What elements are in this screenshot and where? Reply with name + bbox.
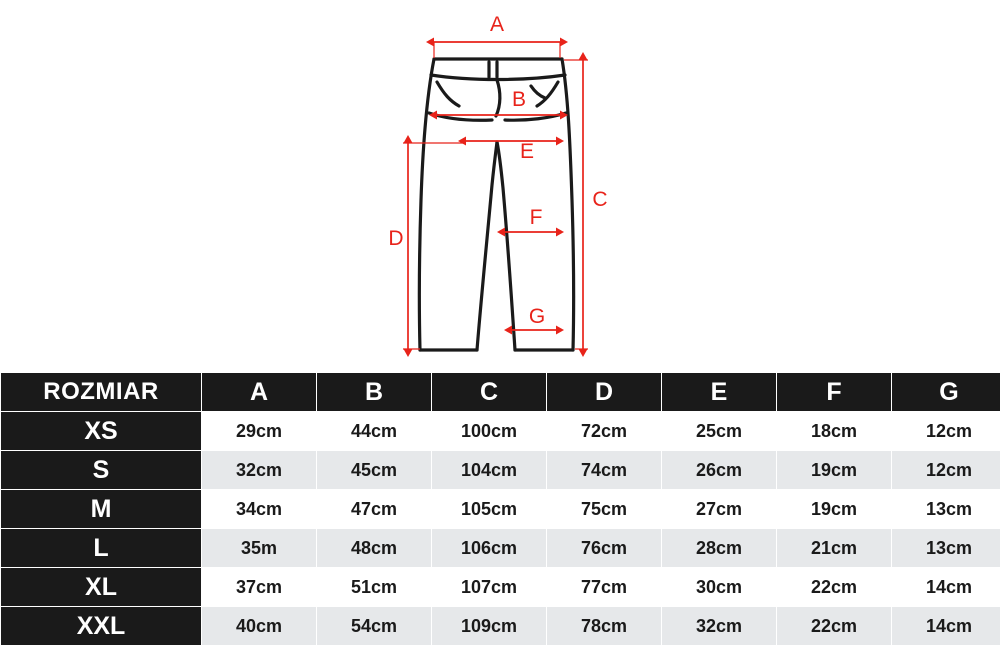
- table-header-g: G: [892, 373, 1000, 412]
- cell-e: 32cm: [662, 607, 777, 646]
- cell-f: 18cm: [777, 412, 892, 451]
- cell-d: 75cm: [547, 490, 662, 529]
- cell-f: 19cm: [777, 451, 892, 490]
- cell-a: 34cm: [202, 490, 317, 529]
- cell-d: 76cm: [547, 529, 662, 568]
- table-header-e: E: [662, 373, 777, 412]
- table-header-c: C: [432, 373, 547, 412]
- table-row: [1, 568, 1000, 607]
- cell-e: 30cm: [662, 568, 777, 607]
- cell-b: 44cm: [317, 412, 432, 451]
- dim-label-g: G: [528, 305, 546, 328]
- cell-g: 14cm: [892, 568, 1000, 607]
- table-row: [1, 451, 1000, 490]
- dim-label-f: F: [529, 206, 543, 229]
- cell-f: 21cm: [777, 529, 892, 568]
- cell-e: 25cm: [662, 412, 777, 451]
- cell-g: 13cm: [892, 490, 1000, 529]
- table-header-a: A: [202, 373, 317, 412]
- cell-d: 72cm: [547, 412, 662, 451]
- table-header-d: D: [547, 373, 662, 412]
- cell-g: 14cm: [892, 607, 1000, 646]
- cell-b: 47cm: [317, 490, 432, 529]
- dim-label-d: D: [388, 227, 404, 250]
- cell-a: 32cm: [202, 451, 317, 490]
- table-row: [1, 607, 1000, 646]
- row-size-label: L: [1, 529, 202, 568]
- cell-a: 35m: [202, 529, 317, 568]
- cell-e: 26cm: [662, 451, 777, 490]
- cell-f: 22cm: [777, 568, 892, 607]
- table-row: [1, 529, 1000, 568]
- cell-g: 12cm: [892, 412, 1000, 451]
- dim-label-b: B: [511, 88, 527, 111]
- cell-c: 106cm: [432, 529, 547, 568]
- cell-b: 54cm: [317, 607, 432, 646]
- cell-c: 107cm: [432, 568, 547, 607]
- cell-a: 29cm: [202, 412, 317, 451]
- dim-label-c: C: [592, 188, 608, 211]
- row-size-label: S: [1, 451, 202, 490]
- dim-label-e: E: [519, 140, 535, 163]
- trousers-outline: [419, 59, 573, 350]
- row-size-label: M: [1, 490, 202, 529]
- cell-a: 37cm: [202, 568, 317, 607]
- cell-e: 27cm: [662, 490, 777, 529]
- row-size-label: XS: [1, 412, 202, 451]
- cell-b: 51cm: [317, 568, 432, 607]
- cell-c: 105cm: [432, 490, 547, 529]
- cell-d: 77cm: [547, 568, 662, 607]
- table-header-b: B: [317, 373, 432, 412]
- cell-g: 12cm: [892, 451, 1000, 490]
- size-table: [0, 372, 1000, 646]
- cell-c: 104cm: [432, 451, 547, 490]
- table-header-rozmiar: ROZMIAR: [1, 373, 202, 412]
- row-size-label: XXL: [1, 607, 202, 646]
- cell-e: 28cm: [662, 529, 777, 568]
- cell-f: 22cm: [777, 607, 892, 646]
- dim-label-a: A: [489, 13, 505, 36]
- cell-b: 48cm: [317, 529, 432, 568]
- cell-g: 13cm: [892, 529, 1000, 568]
- cell-b: 45cm: [317, 451, 432, 490]
- cell-f: 19cm: [777, 490, 892, 529]
- cell-d: 74cm: [547, 451, 662, 490]
- size-table-body: [1, 412, 1000, 646]
- cell-c: 109cm: [432, 607, 547, 646]
- size-table-head: [1, 373, 1000, 412]
- cell-a: 40cm: [202, 607, 317, 646]
- table-header-f: F: [777, 373, 892, 412]
- cell-d: 78cm: [547, 607, 662, 646]
- cell-c: 100cm: [432, 412, 547, 451]
- table-row: [1, 412, 1000, 451]
- table-row: [1, 490, 1000, 529]
- row-size-label: XL: [1, 568, 202, 607]
- table-header-row: [1, 373, 1000, 412]
